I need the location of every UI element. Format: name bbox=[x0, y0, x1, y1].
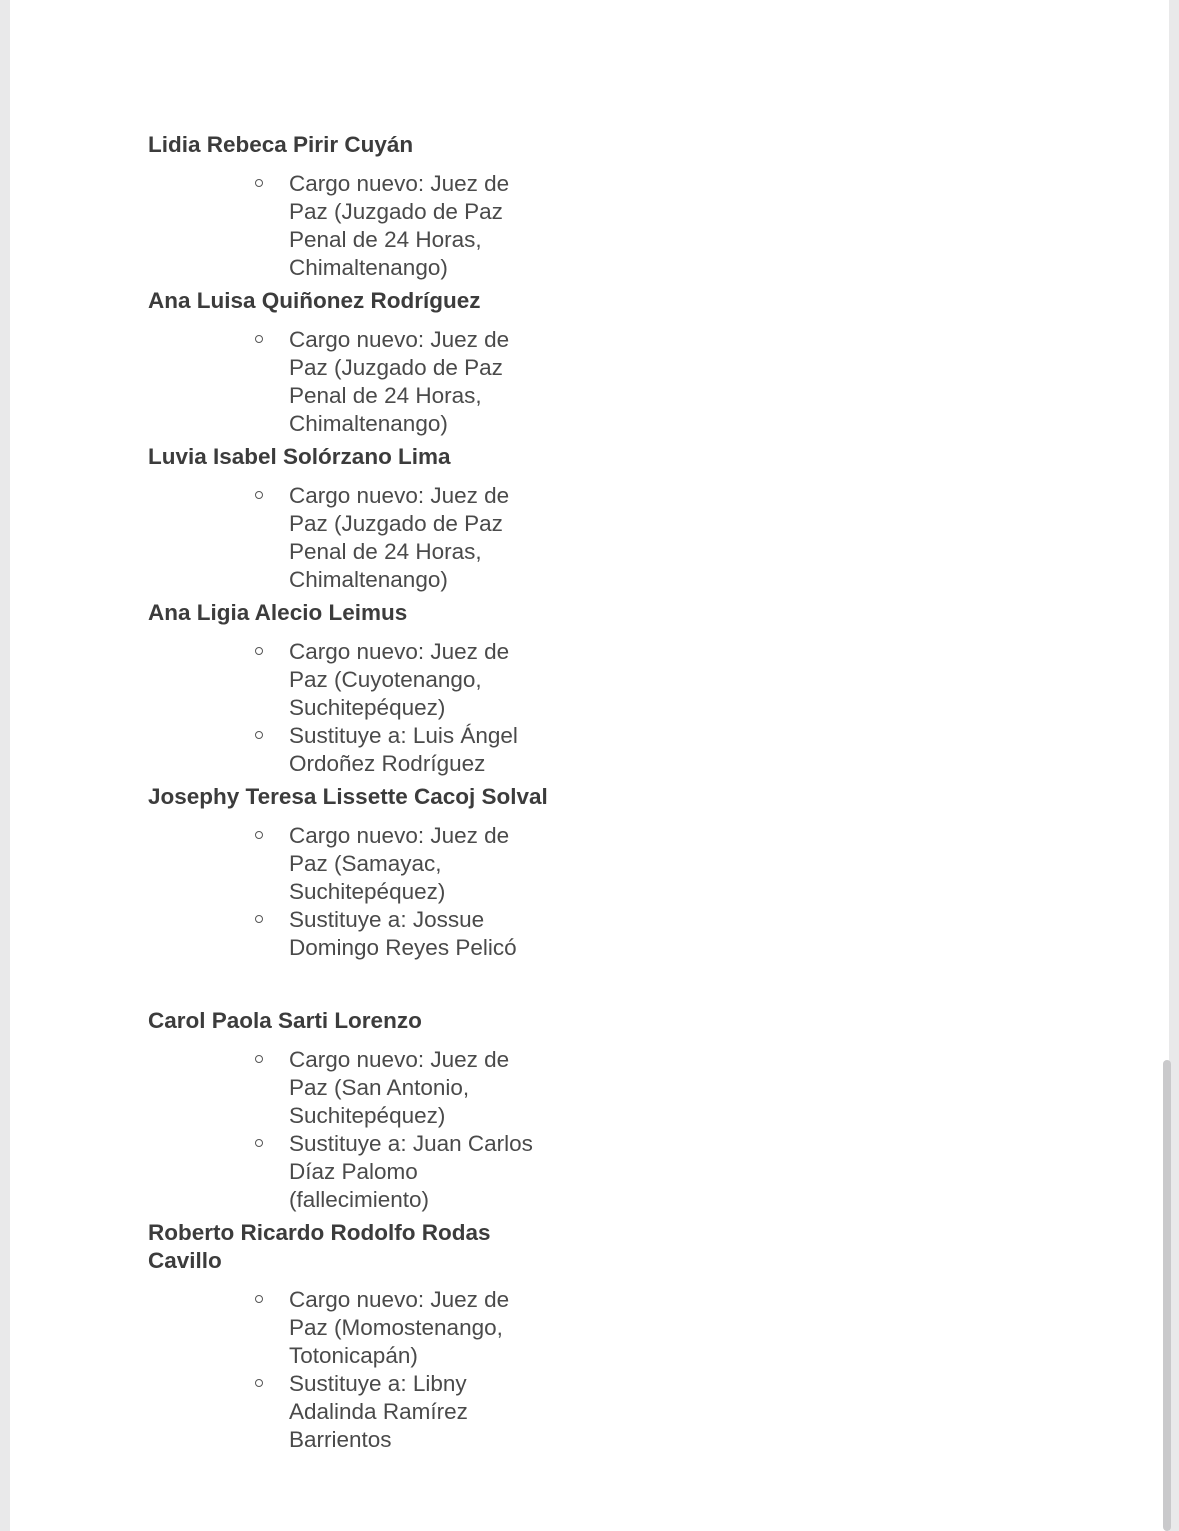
person-name: Ana Ligia Alecio Leimus bbox=[148, 600, 408, 625]
detail-text: Cargo nuevo: Juez de Paz (Momostenango, Totonicapán) bbox=[289, 1287, 510, 1368]
person-entry bbox=[148, 443, 568, 599]
detail-list bbox=[148, 627, 568, 783]
detail-list bbox=[148, 159, 568, 287]
detail-item bbox=[148, 1370, 539, 1454]
person-entry bbox=[148, 1007, 568, 1219]
person-name: Lidia Rebeca Pirir Cuyán bbox=[148, 132, 414, 157]
detail-list bbox=[148, 811, 568, 967]
detail-list bbox=[148, 471, 568, 599]
person-entry bbox=[148, 1219, 568, 1459]
detail-text: Sustituye a: Libny Adalinda Ramírez Barrientos bbox=[289, 1371, 468, 1452]
hollow-bullet-icon bbox=[255, 179, 263, 187]
hollow-bullet-icon bbox=[255, 731, 263, 739]
detail-item bbox=[148, 1286, 539, 1370]
person-name: Carol Paola Sarti Lorenzo bbox=[148, 1008, 422, 1033]
detail-item bbox=[148, 1130, 539, 1214]
hollow-bullet-icon bbox=[255, 1295, 263, 1303]
detail-text: Cargo nuevo: Juez de Paz (Juzgado de Paz Penal de 24 Horas, Chimaltenango) bbox=[289, 171, 510, 280]
person-entry bbox=[148, 287, 568, 443]
detail-text: Cargo nuevo: Juez de Paz (San Antonio, Suchitepéquez) bbox=[289, 1047, 510, 1128]
detail-list bbox=[148, 1035, 568, 1219]
detail-text: Sustituye a: Jossue Domingo Reyes Pelicó bbox=[289, 907, 517, 960]
hollow-bullet-icon bbox=[255, 1139, 263, 1147]
detail-text: Cargo nuevo: Juez de Paz (Cuyotenango, Suchitepéquez) bbox=[289, 639, 510, 720]
hollow-bullet-icon bbox=[255, 1379, 263, 1387]
person-name: Roberto Ricardo Rodolfo Rodas Cavillo bbox=[148, 1220, 491, 1273]
detail-item bbox=[148, 482, 539, 594]
detail-item bbox=[148, 822, 539, 906]
vertical-scrollbar-thumb[interactable] bbox=[1163, 1060, 1171, 1531]
detail-text: Cargo nuevo: Juez de Paz (Juzgado de Paz Penal de 24 Horas, Chimaltenango) bbox=[289, 327, 510, 436]
detail-text: Sustituye a: Luis Ángel Ordoñez Rodríguez bbox=[289, 723, 518, 776]
detail-text: Cargo nuevo: Juez de Paz (Juzgado de Paz Penal de 24 Horas, Chimaltenango) bbox=[289, 483, 510, 592]
hollow-bullet-icon bbox=[255, 1055, 263, 1063]
detail-text: Sustituye a: Juan Carlos Díaz Palomo (fallecimiento) bbox=[289, 1131, 533, 1212]
detail-item bbox=[148, 1046, 539, 1130]
person-entry bbox=[148, 131, 568, 287]
detail-text: Cargo nuevo: Juez de Paz (Samayac, Suchitepéquez) bbox=[289, 823, 510, 904]
person-entry bbox=[148, 783, 568, 967]
detail-item bbox=[148, 722, 539, 778]
document-page bbox=[10, 0, 1169, 1531]
hollow-bullet-icon bbox=[255, 647, 263, 655]
detail-item bbox=[148, 638, 539, 722]
hollow-bullet-icon bbox=[255, 491, 263, 499]
person-name: Josephy Teresa Lissette Cacoj Solval bbox=[148, 784, 548, 809]
detail-item bbox=[148, 326, 539, 438]
hollow-bullet-icon bbox=[255, 831, 263, 839]
detail-item bbox=[148, 906, 539, 962]
person-name: Ana Luisa Quiñonez Rodríguez bbox=[148, 288, 481, 313]
person-name: Luvia Isabel Solórzano Lima bbox=[148, 444, 451, 469]
detail-item bbox=[148, 170, 539, 282]
hollow-bullet-icon bbox=[255, 915, 263, 923]
detail-list bbox=[148, 315, 568, 443]
hollow-bullet-icon bbox=[255, 335, 263, 343]
document-content bbox=[148, 131, 568, 1459]
detail-list bbox=[148, 1275, 568, 1459]
person-entry bbox=[148, 599, 568, 783]
